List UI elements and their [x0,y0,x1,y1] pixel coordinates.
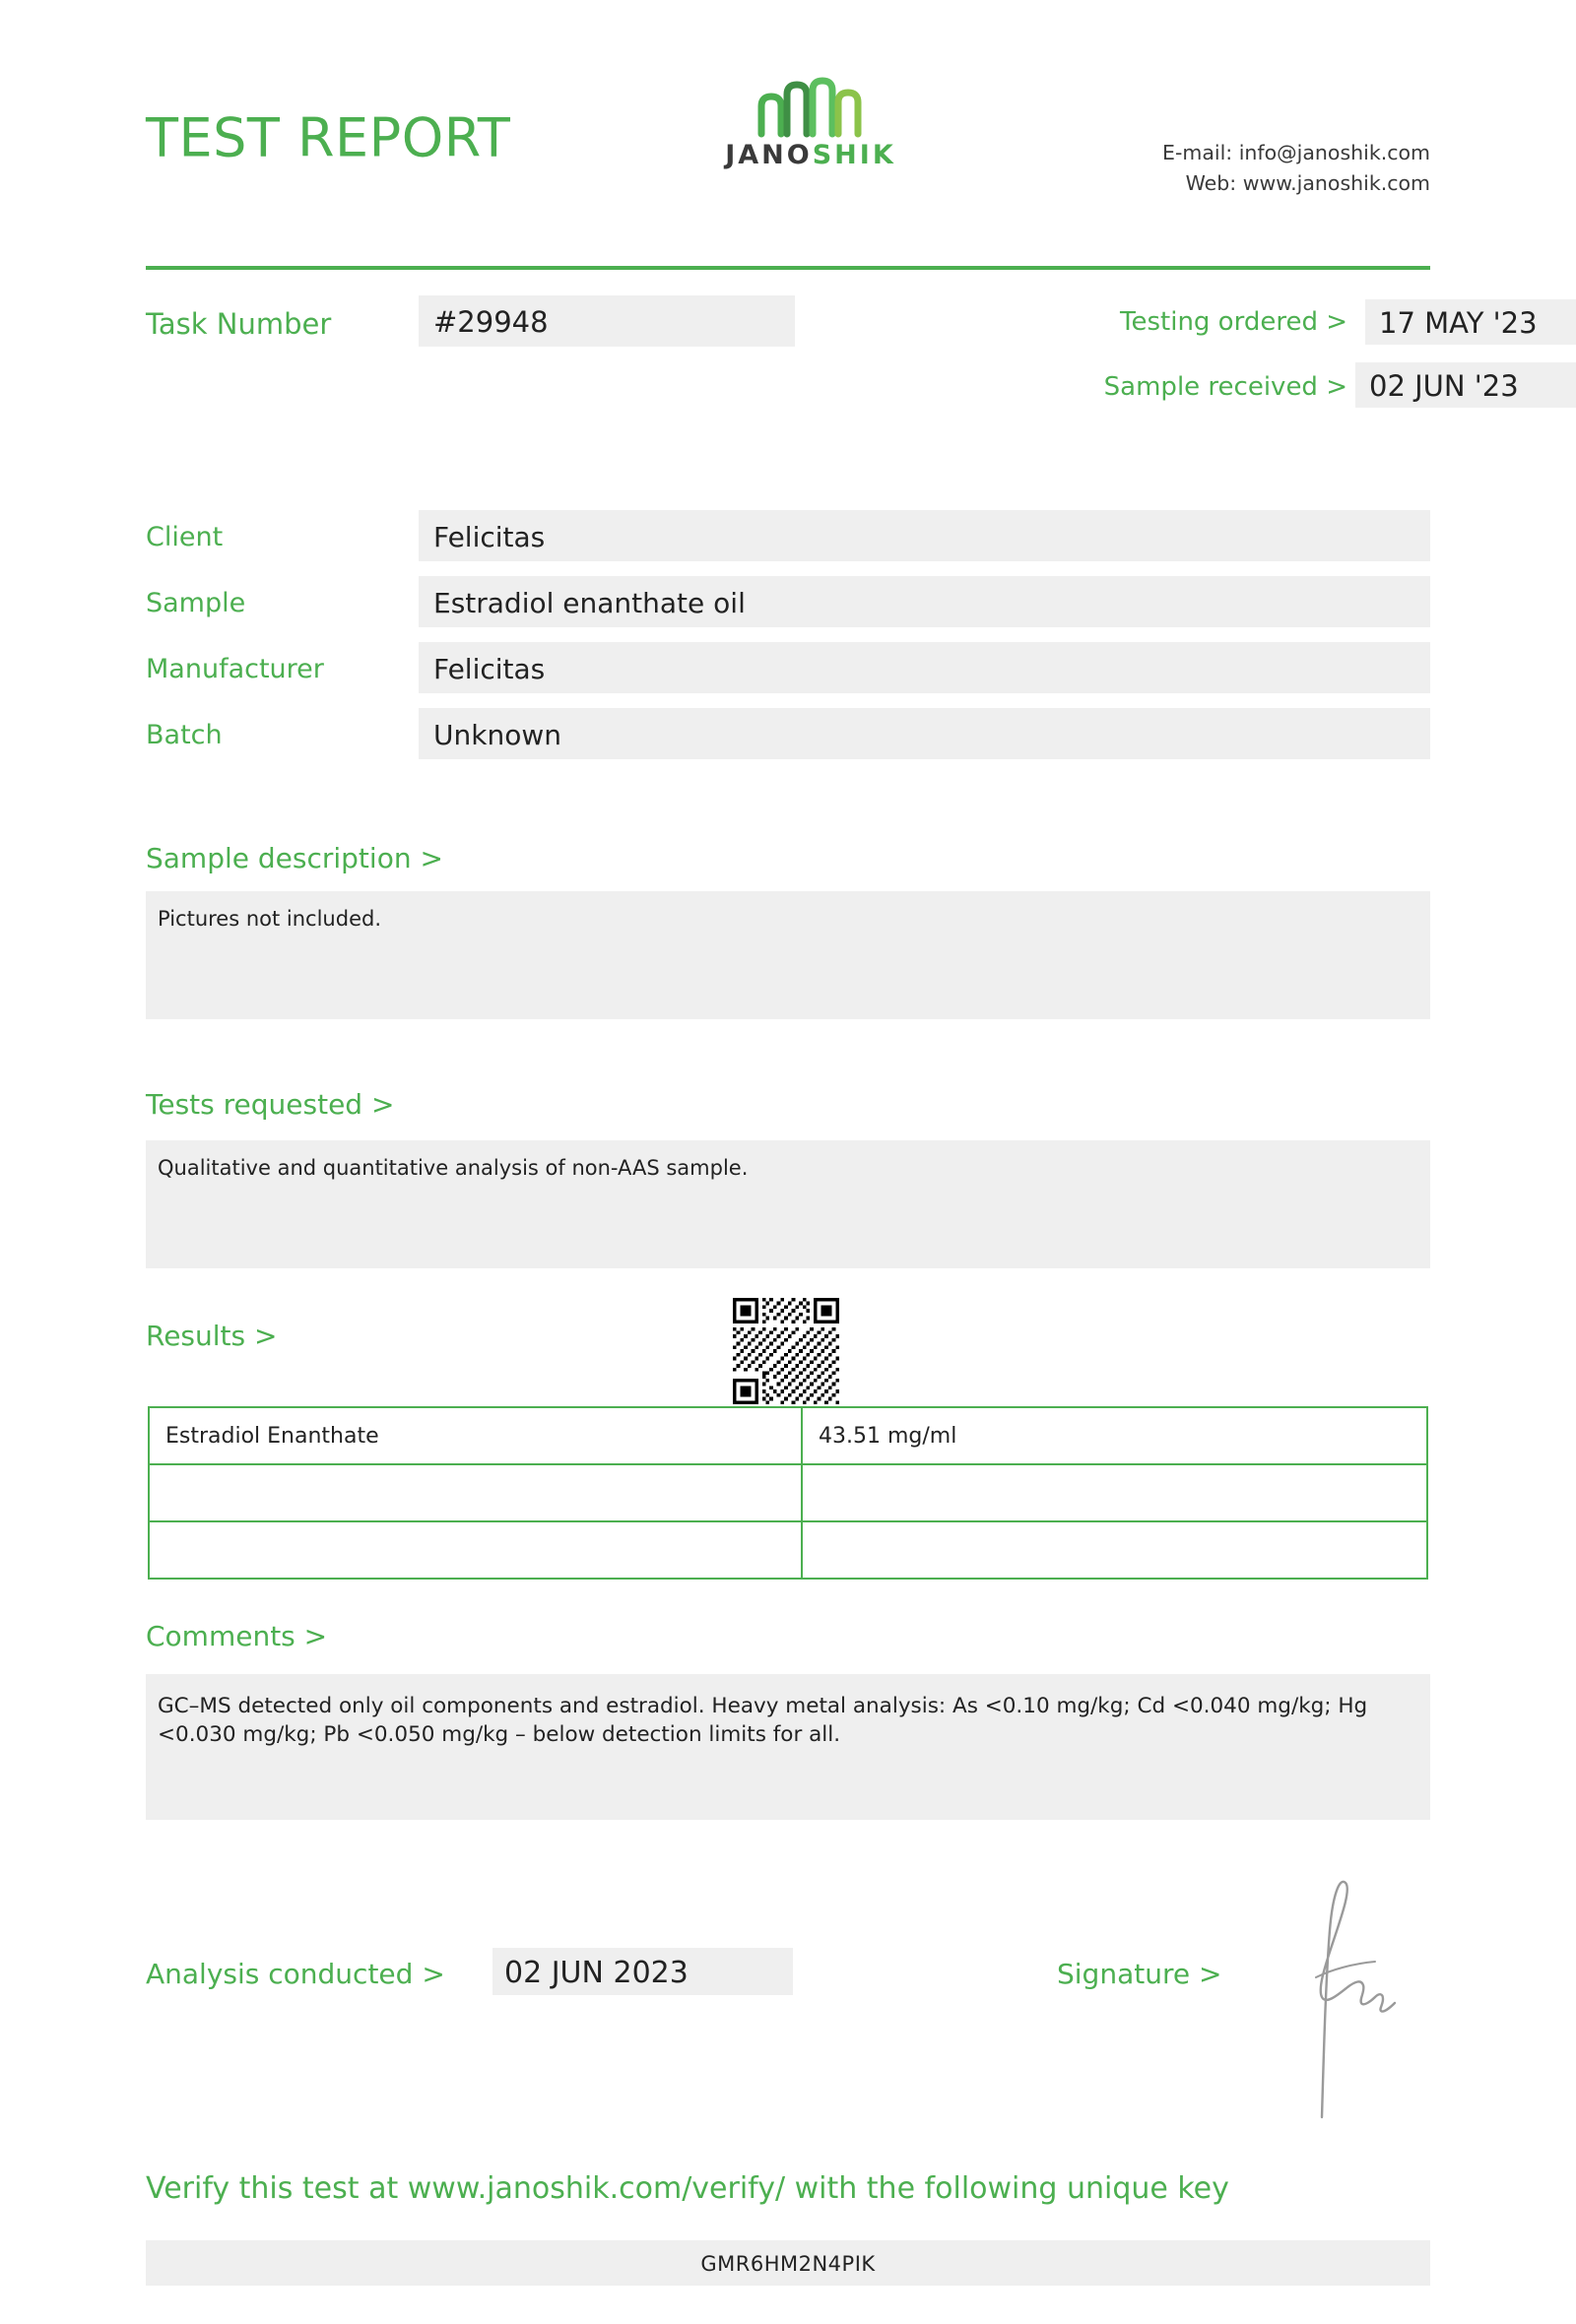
info-table [146,510,1430,774]
manufacturer-value: Felicitas [419,642,1430,693]
logo-word-shik: SHIK [812,140,896,170]
comments-title: Comments > [146,1620,328,1652]
header-divider [146,266,1430,270]
table-row [149,1521,1427,1579]
result-value [802,1464,1427,1521]
contact-info [1162,138,1430,199]
manufacturer-label: Manufacturer [146,654,324,684]
analysis-conducted-label: Analysis conducted > [146,1958,445,1990]
header-region [146,0,1430,195]
testing-ordered-label: Testing ordered > [1120,307,1347,337]
comments-text: GC–MS detected only oil components and estradiol. Heavy metal analysis: As <0.10 mg/kg; Cd <0.040 mg/kg; Hg <0.030 mg/kg; Pb <0.050 mg/kg – below detection limits for all. [146,1674,1430,1820]
info-row [146,510,1430,576]
result-name [149,1521,802,1579]
result-value [802,1521,1427,1579]
contact-email: E-mail: info@janoshik.com [1162,141,1430,164]
sample-label: Sample [146,588,246,618]
task-number-value: #29948 [419,295,795,347]
page-title: TEST REPORT [146,106,511,169]
client-value: Felicitas [419,510,1430,561]
batch-label: Batch [146,720,223,750]
results-table [148,1406,1428,1580]
sample-value: Estradiol enanthate oil [419,576,1430,627]
qr-code-icon [733,1298,839,1404]
result-value: 43.51 mg/ml [802,1407,1427,1464]
tests-requested-text: Qualitative and quantitative analysis of non-AAS sample. [146,1140,1430,1268]
task-row [146,295,1538,423]
info-row [146,642,1430,708]
logo-wordmark [697,140,924,170]
logo-word-jano: JANO [725,140,813,170]
signature-image [1280,1871,1418,2127]
info-row [146,708,1430,774]
header [146,0,1430,195]
sample-received-value: 02 JUN '23 [1355,362,1576,408]
verify-text: Verify this test at www.janoshik.com/verify/ with the following unique key [146,2171,1229,2206]
table-row [149,1407,1427,1464]
sample-description-text: Pictures not included. [146,891,1430,1019]
batch-value: Unknown [419,708,1430,759]
info-row [146,576,1430,642]
analysis-conducted-date: 02 JUN 2023 [492,1948,793,1995]
result-name [149,1464,802,1521]
verify-key: GMR6HM2N4PIK [146,2240,1430,2286]
signature-label: Signature > [1057,1958,1222,1990]
sample-description-title: Sample description > [146,842,443,874]
sample-received-label: Sample received > [1103,372,1347,402]
result-name: Estradiol Enanthate [149,1407,802,1464]
testing-ordered-value: 17 MAY '23 [1365,299,1576,345]
results-title: Results > [146,1320,278,1352]
logo-mark-icon [697,77,924,138]
client-label: Client [146,522,224,552]
contact-web: Web: www.janoshik.com [1185,170,1430,195]
tests-requested-title: Tests requested > [146,1088,395,1121]
table-row [149,1464,1427,1521]
task-number-label: Task Number [146,307,332,341]
janoshik-logo [697,77,924,170]
